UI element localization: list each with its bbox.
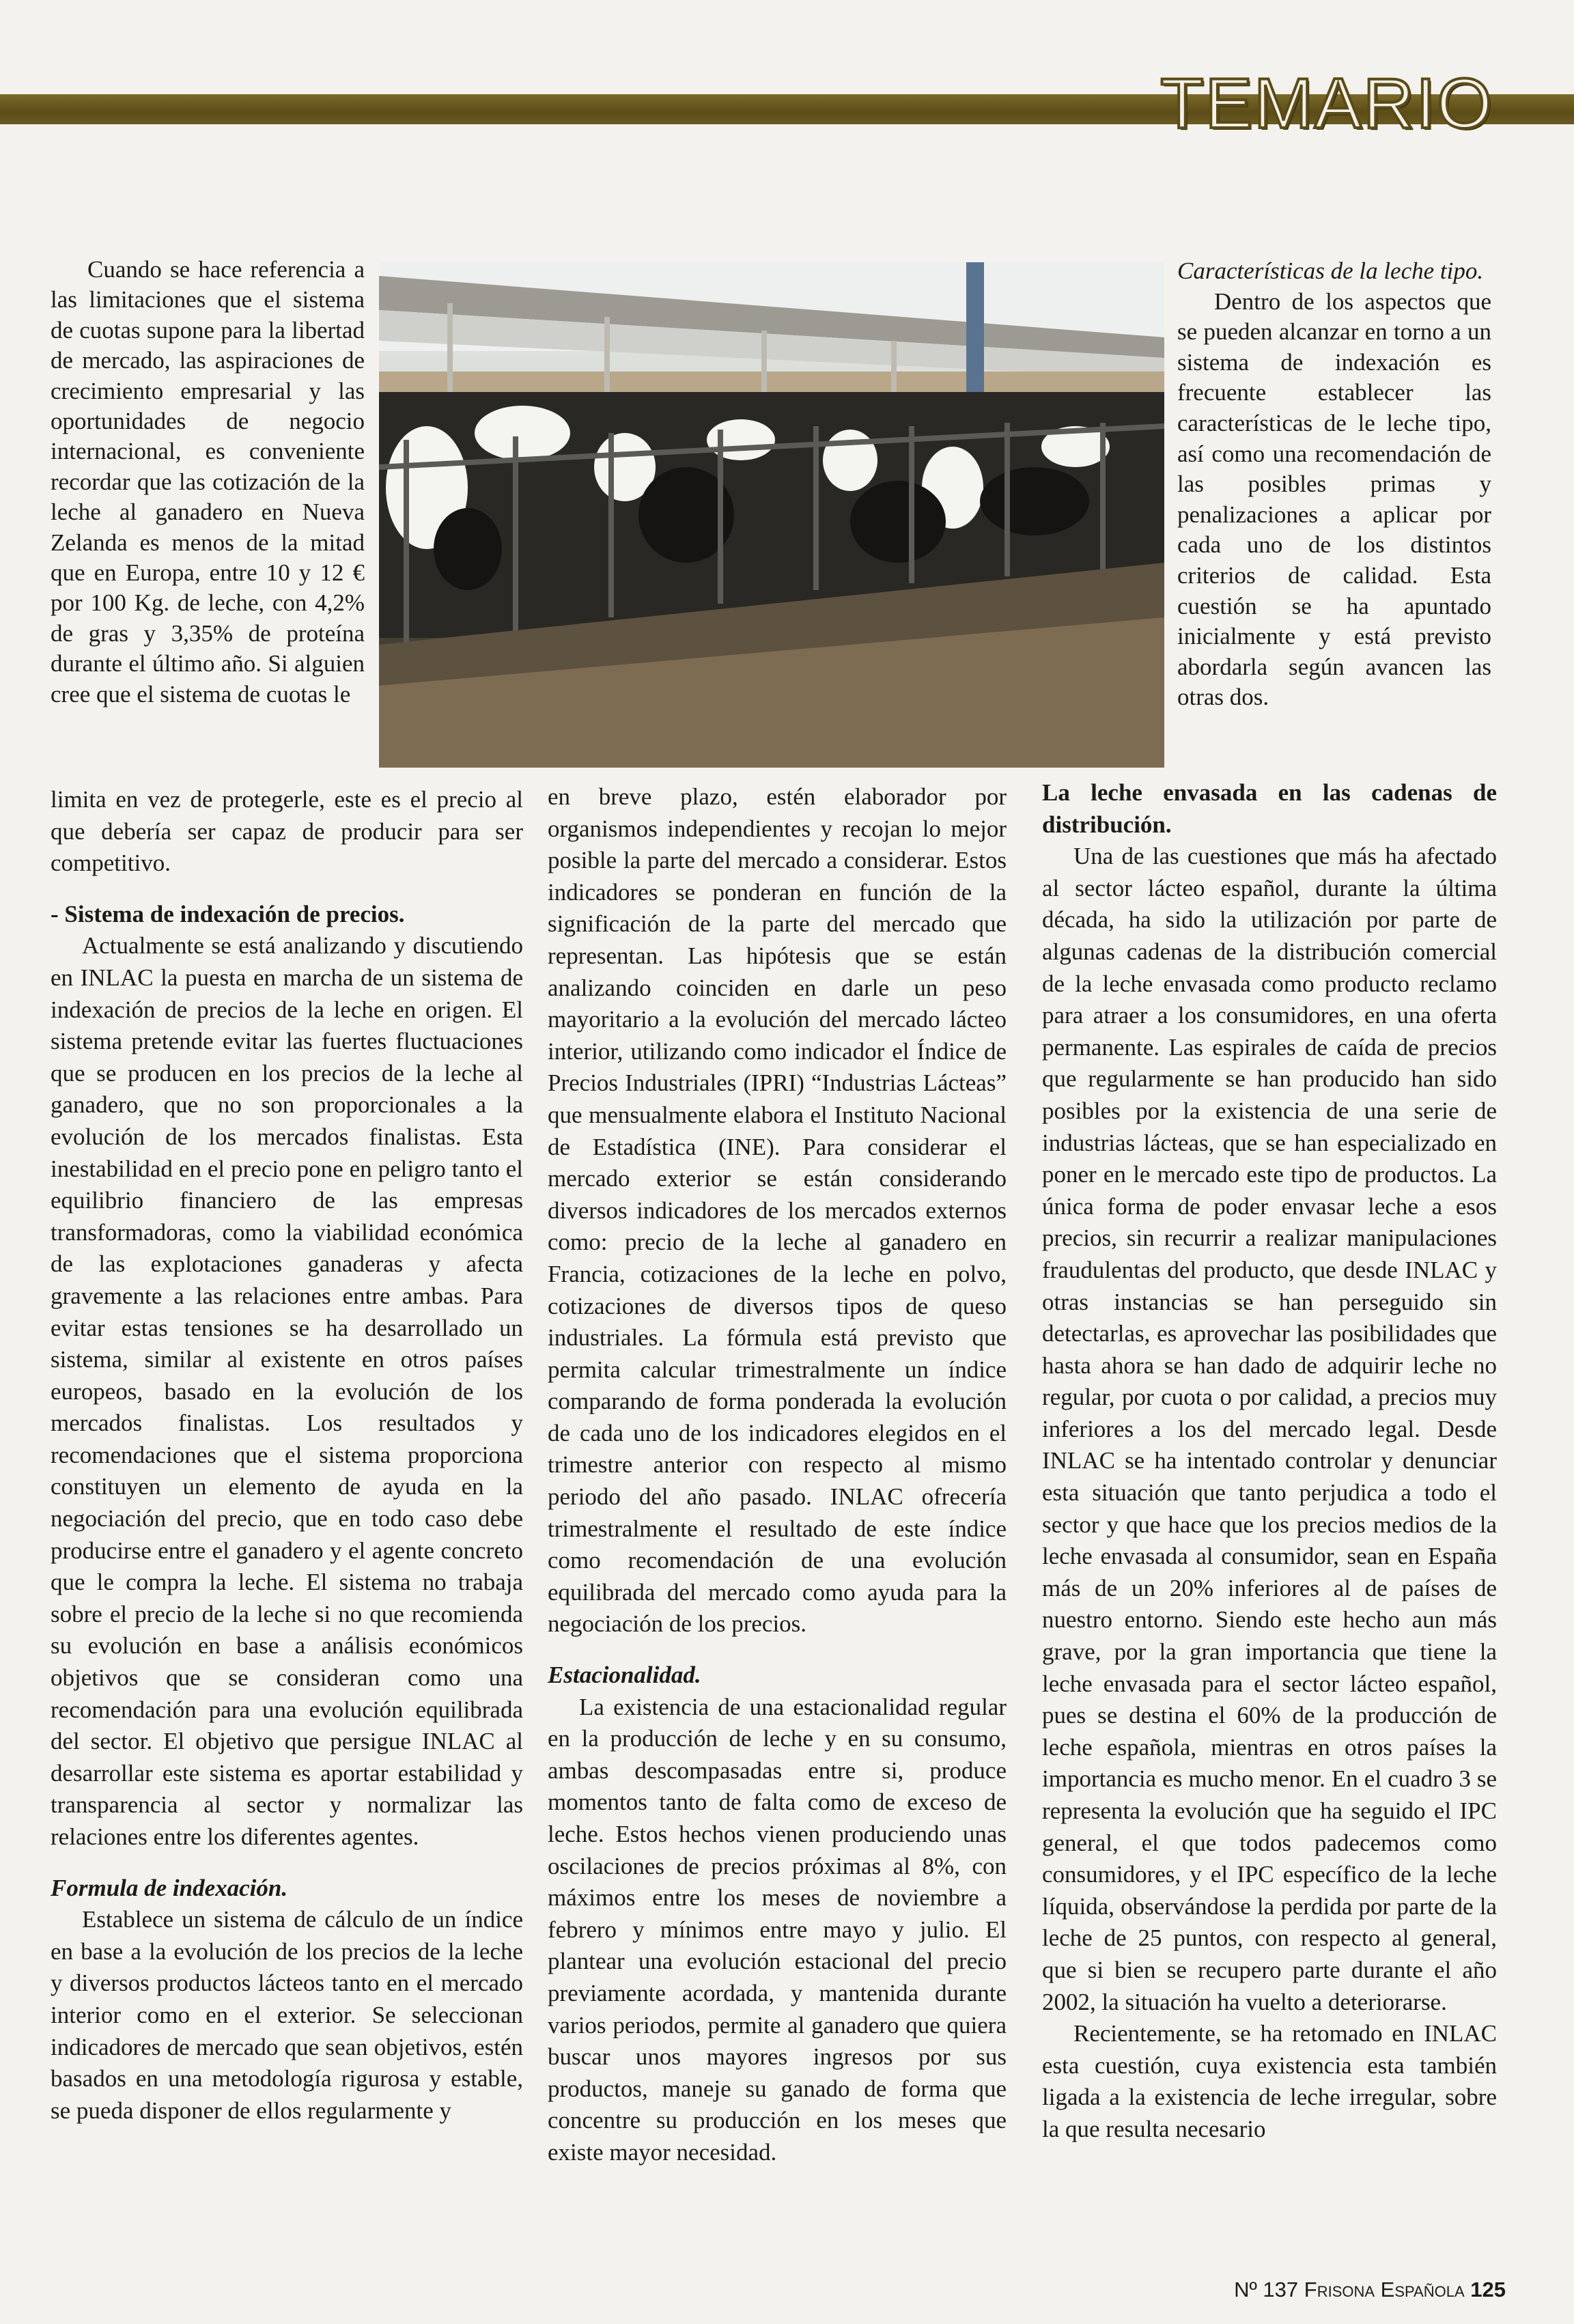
paragraph-indexacion: Actualmente se está analizando y discutiendo en INLAC la puesta en marcha de un sistema de indexación de precios de la leche en origen. El sistema pretende evitar las fuertes fluctuaciones que se producen en los precios de la leche al ganadero, que no son proporcionales a la evolución de los mercados finalistas. Esta inestabilidad en el precio pone en peligro tanto el equilibrio financiero de las empresas transformadoras, como la viabilidad económica de las explotaciones ganaderas y afecta gravemente a las relaciones entre ambas. Para evitar estas tensiones se ha desarrollado un sistema, similar al existente en otros países europeos, basado en la evolución de los mercados finalistas. Los resultados y recomendaciones que el sistema proporciona constituyen un elemento de ayuda en la negociación del precio, que en todo caso debe producirse entre el ganadero y el agente concreto que le compra la leche. El sistema no trabaja sobre el precio de la leche si no que recomienda su evolución en base a análisis económicos objetivos que se consideran como una recomendación para una evolución equilibrada del sector. El objetivo que persigue INLAC al desarrollar este sistema es aportar estabilidad y transparencia al sector y normalizar las relaciones entre los diferentes agentes. xyxy=(51,932,523,1850)
paragraph-continuacion: en breve plazo, estén elaborador por organismos independientes y recojan lo mejor posible la parte del mercado a considerar. Estos indicadores se ponderan en función de la significación de la parte del mercado que representan. Las hipótesis que se están analizando coinciden en darle un peso mayoritario a la evolución del mercado lácteo interior, utilizando como indicador el Índice de Precios Industriales (IPRI) “Industrias Lácteas” que mensualmente elabora el Instituto Nacional de Estadística (INE). Para considerar el mercado exterior se están considerando diversos indicadores de los mercados externos como: precio de la leche al ganadero en Francia, cotizaciones de la leche en polvo, cotizaciones de diversos tipos de queso industriales. La fórmula está previsto que permita calcular trimestralmente un índice comparando de forma ponderada la evolución de cada uno de los indicadores elegidos en el trimestre anterior con respecto al mismo periodo del año pasado. INLAC ofrecería trimestralmente el resultado de este índice como recomendación de una evolución equilibrada del mercado como ayuda para la negociación de los precios. xyxy=(548,783,1007,1638)
column-2 xyxy=(548,781,1007,2169)
heading-estacionalidad: Estacionalidad. xyxy=(548,1662,701,1689)
column-1 xyxy=(51,784,523,2127)
heading-envasada: La leche envasada en las cadenas de distribución. xyxy=(1042,779,1497,838)
paragraph-envasada: Una de las cuestiones que más ha afectado al sector lácteo español, durante la última década, ha sido la utilización por parte de algunas cadenas de la distribución comercial de la leche envasada como producto reclamo para atraer a los consumidores, en una oferta permanente. Las espirales de caída de precios que regularmente se han producido han sido posibles por la existencia de una serie de industrias lácteas, que se han especializado en poner en le mercado este tipo de productos. La única forma de poder envasar leche a esos precios, sin recurrir a realizar manipulaciones fraudulentas del producto, que desde INLAC y otras instancias se han perseguido sin detectarlas, es aprovechar las posibilidades que hasta ahora se han dado de adquirir leche no regular, por cuota o por calidad, a precios muy inferiores a los del mercado legal. Desde INLAC se ha intentado controlar y denunciar esta situación que tanto perjudica a todo el sector y que hace que los precios medios de la leche envasada al consumidor, sean en España más de un 20% inferiores al de países de nuestro entorno. Siendo este hecho aun más grave, por la gran importancia que tiene la leche envasada para el sector lácteo español, pues se destina el 60% de la producción de leche española, mientras en otros países la importancia es mucho menor. En el cuadro 3 se representa la evolución que ha seguido el IPC general, el que todos padecemos como consumidores, y el IPC específico de la leche líquida, observándose la perdida por parte de la leche de 25 puntos, con respecto al general, que si bien se recupero parte durante el año 2002, la situación ha vuelto a deteriorarse. xyxy=(1042,843,1497,2015)
issue-number: Nº 137 xyxy=(1234,2278,1299,2301)
page-number: 125 xyxy=(1470,2278,1506,2301)
section-caracteristicas xyxy=(1177,256,1491,713)
intro-paragraph xyxy=(51,255,365,710)
paragraph-recientemente: Recientemente, se ha retomado en INLAC esta cuestión, cuya existencia esta también ligada a la existencia de leche irregular, sobre la que resulta necesario xyxy=(1042,2020,1497,2142)
intro-tail: limita en vez de protegerle, este es el precio al que debería ser capaz de producir para ser competitivo. xyxy=(51,786,523,877)
paragraph-estacionalidad: La existencia de una estacionalidad regular en la producción de leche y en su consumo, ambas descompasadas entre si, produce momentos tanto de falta como de exceso de leche. Estos hechos vienen produciendo unas oscilaciones de precios próximas al 8%, con máximos entre los meses de noviembre a febrero y mínimos entre mayo y julio. El plantear una evolución estacional del precio previamente acordada, y mantenida durante varios periodos, permite al ganadero que quiera buscar unos mayores ingresos por sus productos, maneje su ganado de forma que concentre su producción en los meses que existe mayor necesidad. xyxy=(548,1693,1007,2166)
column-3 xyxy=(1042,777,1497,2146)
magazine-name: Frisona Española xyxy=(1304,2278,1465,2301)
paragraph-formula: Establece un sistema de cálculo de un índice en base a la evolución de los precios de la leche y diversos productos lácteos tanto en el mercado interior como en el exterior. Se seleccionan indicadores de mercado que sean objetivos, estén basados en una metodología rigurosa y estable, se pueda disponer de ellos regularmente y xyxy=(51,1906,523,2124)
paragraph-caracteristicas: Dentro de los aspectos que se pueden alcanzar en torno a un sistema de indexación es frecuente establecer las características de le leche tipo, así como una recomendación de las posibles primas y penalizaciones a aplicar por cada uno de los distintos criterios de calidad. Esta cuestión se ha apuntado inicialmente y está previsto abordarla según avancen las otras dos. xyxy=(1177,288,1491,711)
dairy-cows-photo xyxy=(379,262,1164,768)
heading-indexacion: - Sistema de indexación de precios. xyxy=(51,900,405,927)
heading-formula: Formula de indexación. xyxy=(51,1874,288,1901)
section-title: TEMARIO xyxy=(1160,64,1493,143)
intro-text: Cuando se hace referencia a las limitaciones que el sistema de cuotas supone para la libertad de mercado, las aspiraciones de crecimiento empresarial y las oportunidades de negocio internacional, es conveniente recordar que las cotización de la leche al ganadero en Nueva Zelanda es menos de la mitad que en Europa, entre 10 y 12 € por 100 Kg. de leche, con 4,2% de gras y 3,35% de proteína durante el último año. Si alguien cree que el sistema de cuotas le xyxy=(51,256,365,708)
heading-caracteristicas: Características de la leche tipo. xyxy=(1177,257,1484,284)
barn-illustration xyxy=(379,262,1164,768)
page-footer xyxy=(1234,2278,1506,2302)
